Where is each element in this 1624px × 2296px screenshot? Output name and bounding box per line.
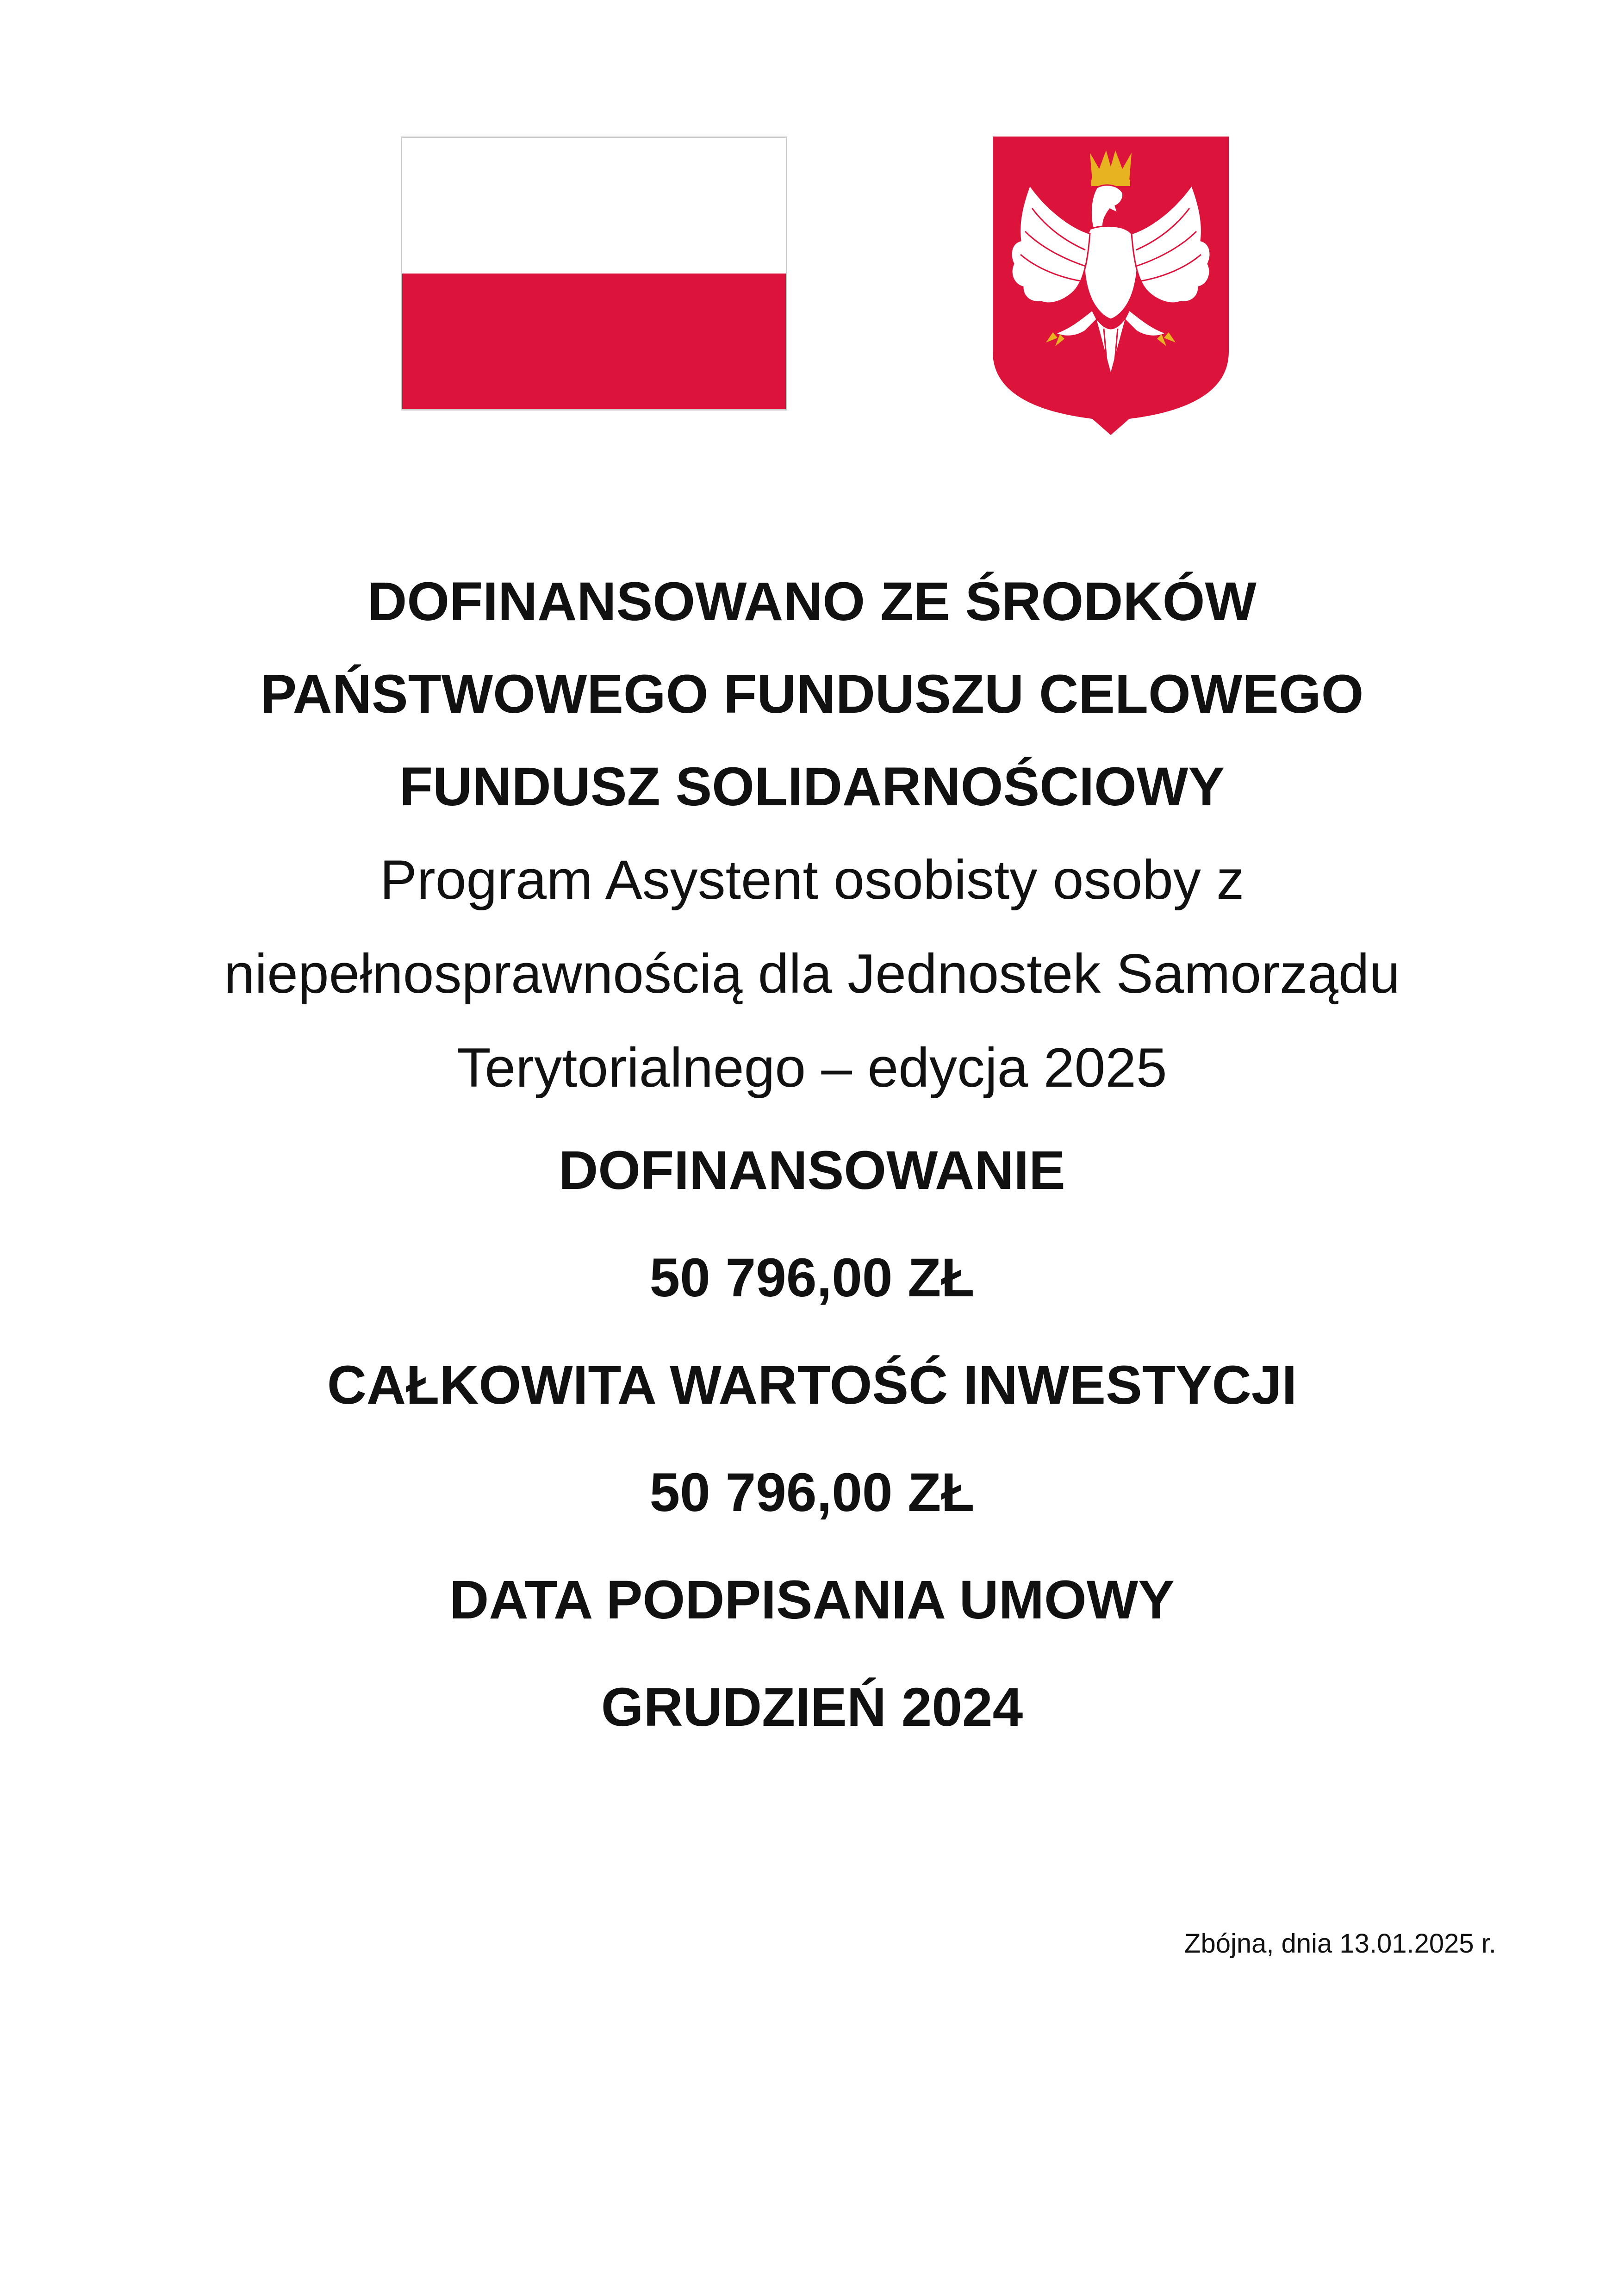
polish-eagle-emblem-icon (990, 134, 1231, 435)
agreement-label: DATA PODPISANIA UMOWY (449, 1569, 1175, 1630)
investment-value: 50 796,00 ZŁ (649, 1462, 975, 1523)
heading-line-1: DOFINANSOWANO ZE ŚRODKÓW (367, 571, 1257, 632)
investment-label: CAŁKOWITA WARTOŚĆ INWESTYCJI (327, 1355, 1297, 1416)
heading-line-3: FUNDUSZ SOLIDARNOŚCIOWY (399, 756, 1225, 817)
announcement-content (69, 555, 1555, 1754)
flag-white-stripe (402, 138, 786, 274)
program-line-2: niepełnosprawnością dla Jednostek Samorządu (224, 943, 1400, 1005)
program-line-3: Terytorialnego – edycja 2025 (457, 1037, 1167, 1099)
program-line-1: Program Asystent osobisty osoby z (380, 849, 1244, 911)
heading-line-2: PAŃSTWOWEGO FUNDUSZU CELOWEGO (260, 664, 1364, 725)
funding-label: DOFINANSOWANIE (559, 1140, 1065, 1201)
agreement-value: GRUDZIEŃ 2024 (601, 1677, 1023, 1738)
polish-flag (401, 137, 787, 411)
place-and-date: Zbójna, dnia 13.01.2025 r. (1184, 1929, 1496, 1959)
flag-red-stripe (402, 274, 786, 409)
funding-value: 50 796,00 ZŁ (649, 1247, 975, 1308)
